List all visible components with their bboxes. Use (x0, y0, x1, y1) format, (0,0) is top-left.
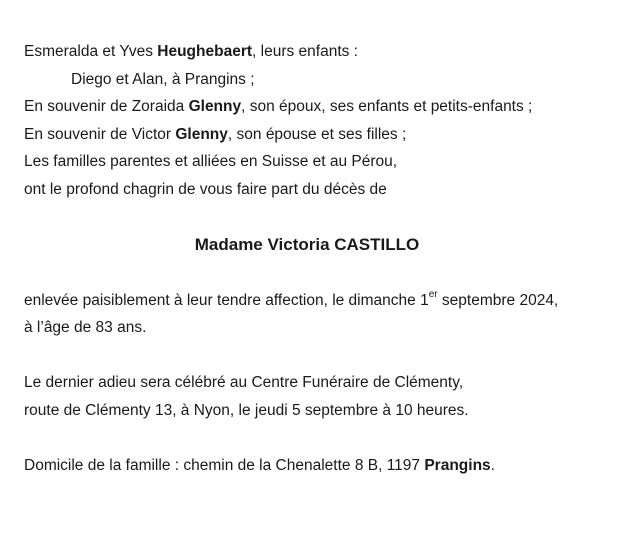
family-line-relatives: Les familles parentes et alliées en Suisse et au Pérou, (24, 153, 398, 171)
family-line-zoraida (24, 93, 604, 121)
spacer (24, 425, 604, 453)
ordinal-suffix: er (428, 289, 438, 301)
farewell-details-line: route de Clémenty 13, à Nyon, le jeudi 5 septembre à 10 heures. (24, 401, 469, 419)
text-fragment: enlevée paisiblement à leur tendre affection, le dimanche 1 (24, 291, 429, 309)
passing-date-line (24, 287, 604, 315)
domicile-line (24, 452, 604, 480)
text-fragment: , son épouse et ses filles ; (227, 125, 407, 143)
text-fragment: , leurs enfants : (252, 43, 358, 60)
text-fragment: , son époux, ses enfants et petits-enfants ; (241, 98, 533, 116)
surname-heughebaert: Heughebaert (157, 43, 253, 60)
obituary-notice (24, 38, 604, 480)
text-fragment: septembre 2024, (437, 291, 559, 309)
announcement-line: ont le profond chagrin de vous faire part du décès de (24, 180, 387, 198)
surname-glenny: Glenny (188, 98, 242, 116)
text-fragment: En souvenir de Zoraida (24, 98, 189, 116)
text-fragment: Domicile de la famille : chemin de la Chenalette 8 B, 1197 (24, 457, 425, 475)
spacer (24, 342, 604, 370)
town-prangins: Prangins (424, 457, 491, 475)
text-fragment: . (490, 457, 495, 475)
surname-glenny: Glenny (175, 125, 228, 143)
age-line: à l’âge de 83 ans. (24, 319, 147, 337)
family-line-heughebaert (24, 38, 604, 66)
deceased-name: Madame Victoria CASTILLO (194, 234, 420, 254)
farewell-line: Le dernier adieu sera célébré au Centre Funéraire de Clémenty, (24, 374, 464, 392)
text-fragment: En souvenir de Victor (24, 125, 176, 143)
family-line-victor (24, 121, 604, 149)
text-fragment: Esmeralda et Yves (24, 43, 158, 60)
family-line-children: Diego et Alan, à Prangins ; (71, 70, 255, 88)
